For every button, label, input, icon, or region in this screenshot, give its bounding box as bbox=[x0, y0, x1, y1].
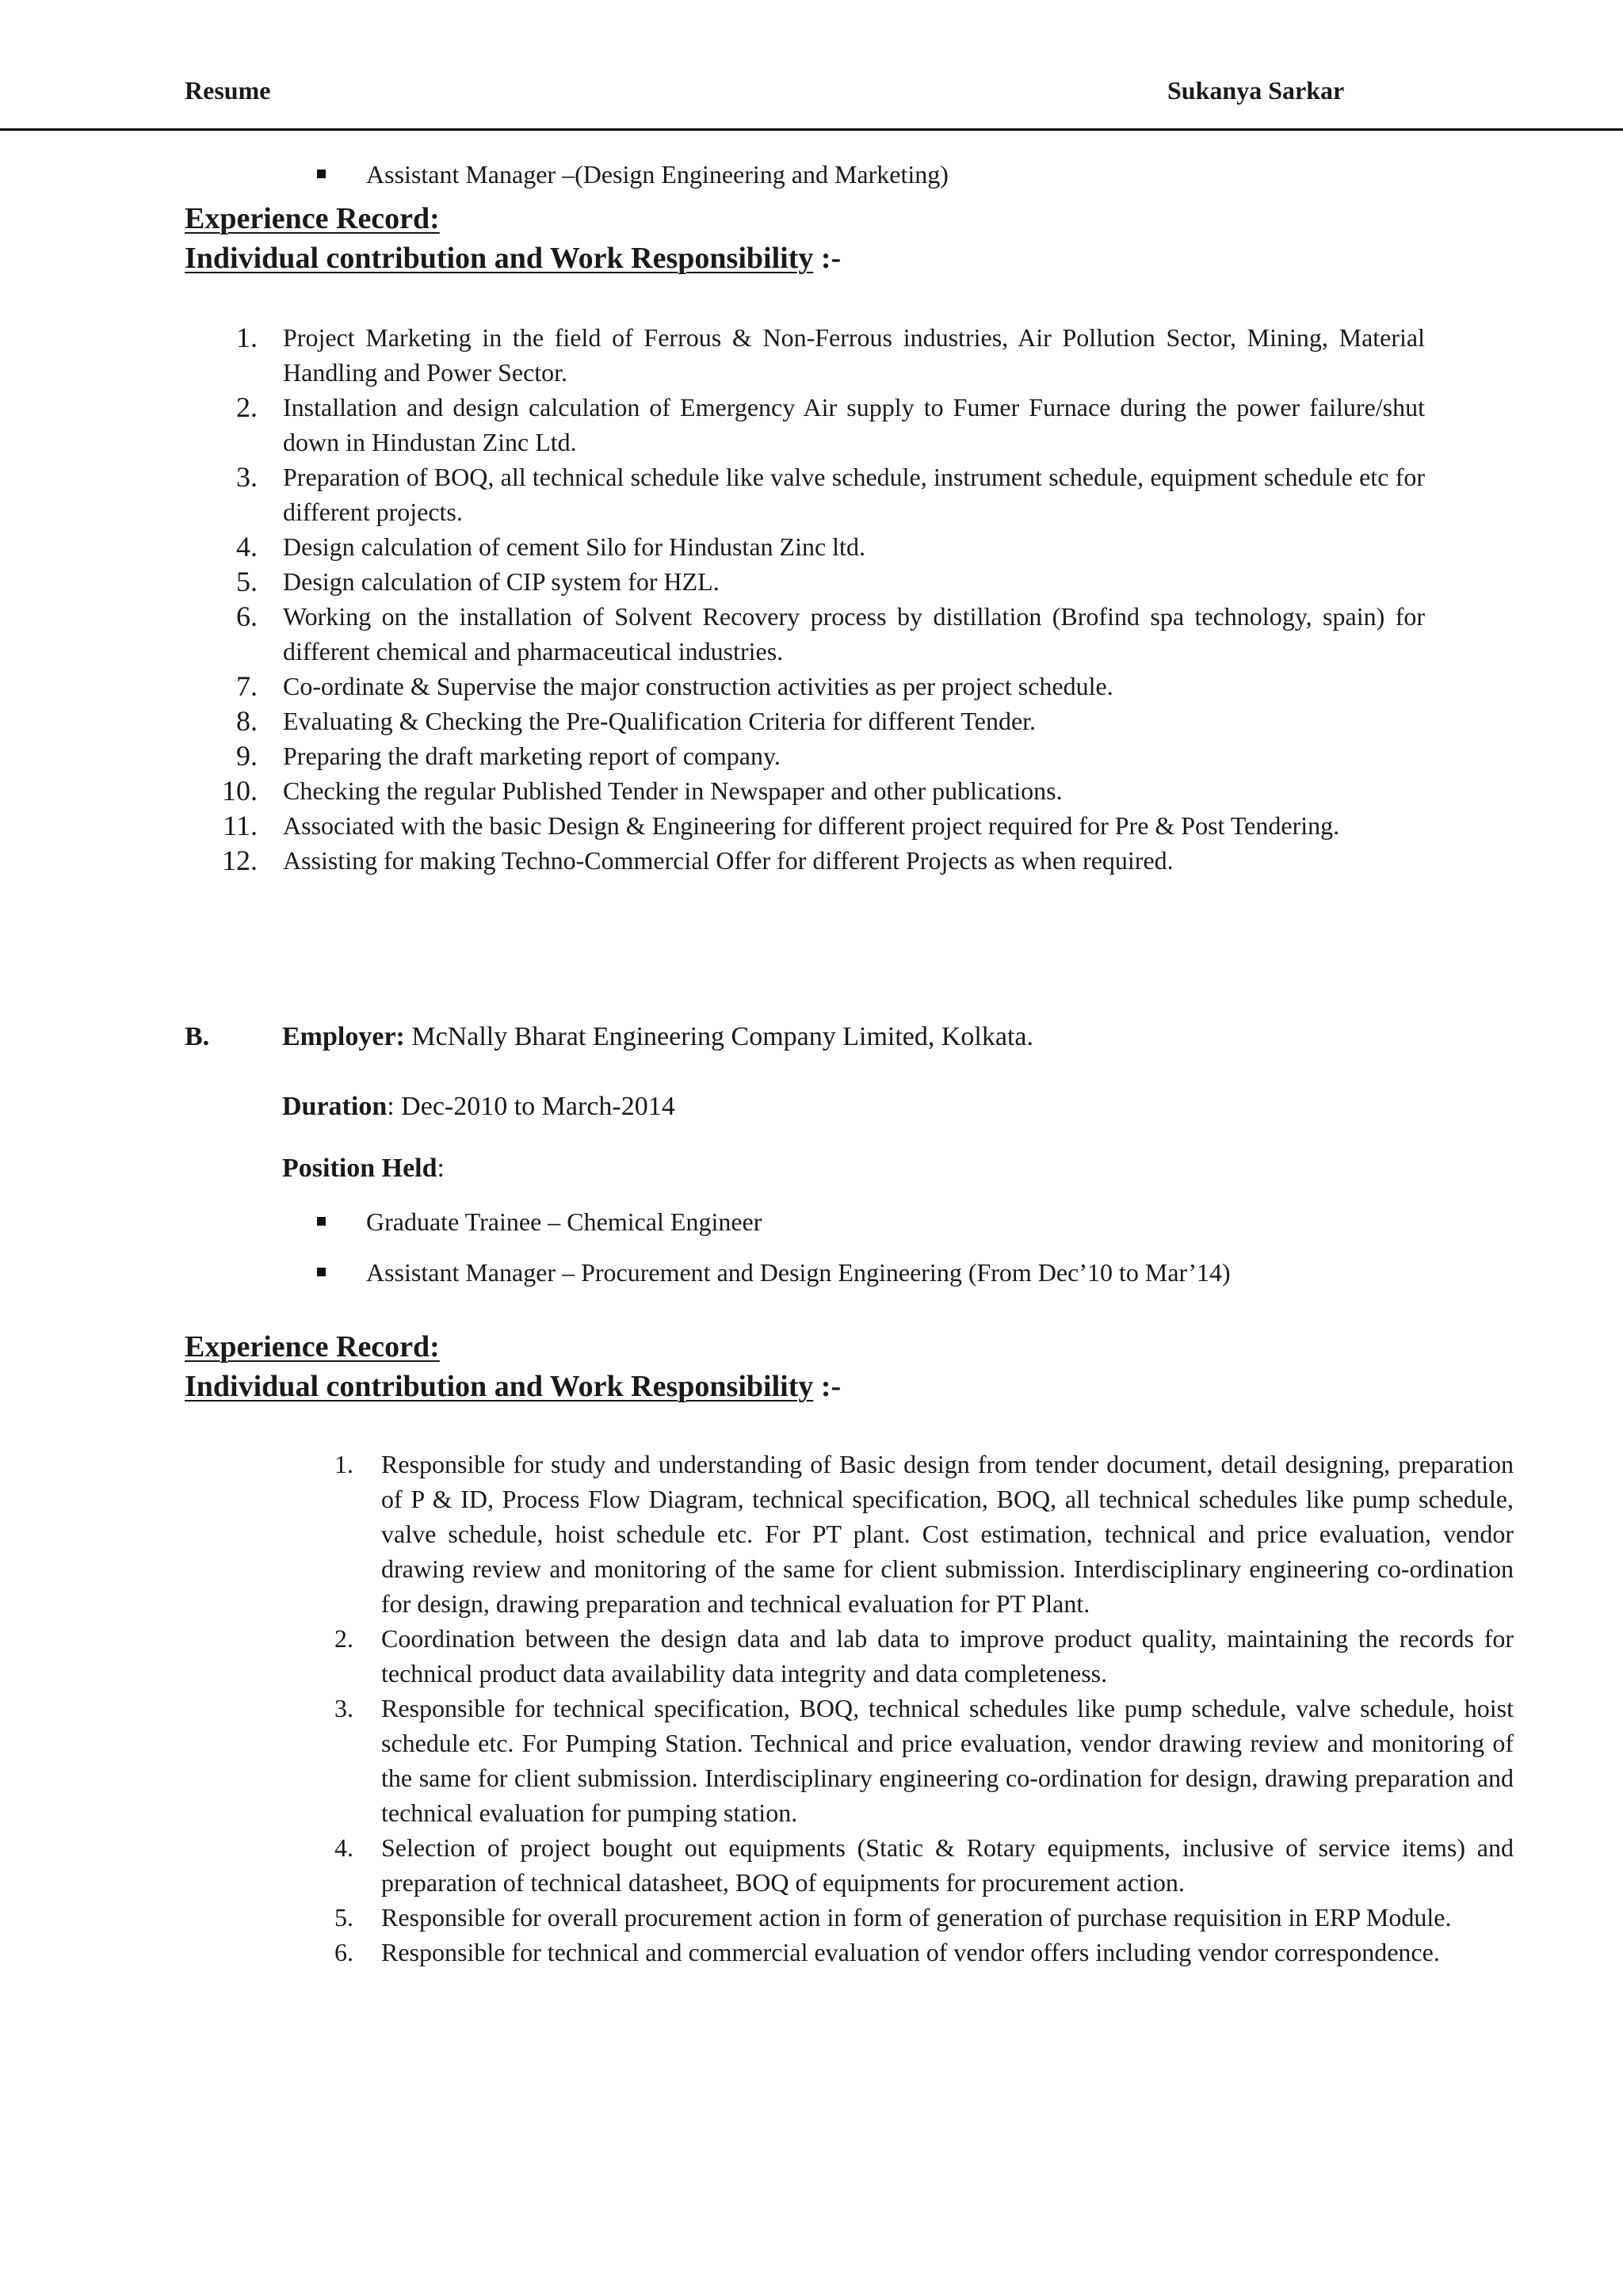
list-item-text: Responsible for overall procurement action in form of generation of purchase requisition in ERP Module. bbox=[381, 1903, 1452, 1932]
duration-label: Duration bbox=[282, 1092, 388, 1121]
employer-index: B. bbox=[185, 1022, 210, 1051]
list-item-number: 2. bbox=[236, 391, 258, 423]
list-item-number: 8. bbox=[236, 705, 258, 737]
list-item bbox=[317, 1447, 1514, 1621]
list-item bbox=[185, 843, 1425, 878]
list-item-number: 7. bbox=[236, 670, 258, 702]
square-bullet-icon bbox=[317, 1217, 326, 1226]
list-item-number: 5. bbox=[334, 1903, 353, 1932]
list-item bbox=[185, 808, 1425, 843]
position-text: Graduate Trainee – Chemical Engineer bbox=[366, 1207, 762, 1236]
list-item-number: 3. bbox=[236, 461, 258, 493]
list-item bbox=[185, 320, 1425, 390]
list-item-text: Selection of project bought out equipments (Static & Rotary equipments, inclusive of service items) and preparation of technical datasheet, BOQ of equipments for procurement action. bbox=[381, 1833, 1514, 1897]
list-item bbox=[185, 669, 1425, 704]
list-item-text: Preparing the draft marketing report of company. bbox=[283, 742, 781, 770]
list-item-number: 9. bbox=[236, 740, 258, 772]
list-item bbox=[185, 599, 1425, 669]
list-item-text: Coordination between the design data and lab data to improve product quality, maintaining the records for technical product data availability data integrity and data completeness. bbox=[381, 1624, 1514, 1688]
list-item bbox=[185, 529, 1425, 564]
position-text: Assistant Manager – Procurement and Design Engineering (From Dec’10 to Mar’14) bbox=[366, 1258, 1231, 1287]
list-item-number: 1. bbox=[236, 322, 258, 353]
responsibility-list-1 bbox=[185, 320, 1425, 878]
list-item-text: Installation and design calculation of Emergency Air supply to Fumer Furnace during the power failure/shut down in Hindustan Zinc Ltd. bbox=[283, 393, 1425, 456]
list-item-number: 10. bbox=[222, 775, 258, 807]
work-responsibility-heading: Individual contribution and Work Responsibility :- bbox=[185, 1370, 842, 1403]
position-bullet bbox=[366, 160, 949, 189]
list-item bbox=[317, 1935, 1514, 1970]
list-item-text: Design calculation of cement Silo for Hindustan Zinc ltd. bbox=[283, 532, 865, 561]
position-held-label: Position Held bbox=[282, 1154, 437, 1183]
list-item bbox=[185, 564, 1425, 599]
list-item-text: Assisting for making Techno-Commercial Offer for different Projects as when required. bbox=[283, 846, 1174, 875]
list-item-number: 6. bbox=[334, 1938, 353, 1966]
list-item-text: Working on the installation of Solvent Recovery process by distillation (Brofind spa technology, spain) for different chemical and pharmaceutical industries. bbox=[283, 602, 1425, 666]
experience-record-heading: Experience Record: bbox=[185, 202, 440, 235]
list-item bbox=[317, 1830, 1514, 1900]
duration-line bbox=[282, 1092, 675, 1122]
duration-value: : Dec-2010 to March-2014 bbox=[387, 1092, 675, 1121]
list-item-text: Responsible for technical specification, BOQ, technical schedules like pump schedule, valve schedule, hoist schedule etc. For Pumping Station. Technical and price evaluation, vendor drawing review and monitoring of the same for client submission. Interdisciplinary engineering co-ordination for design, drawing preparation and technical evaluation for pumping station. bbox=[381, 1694, 1514, 1827]
list-item-number: 5. bbox=[236, 566, 258, 597]
responsibility-list-2 bbox=[317, 1447, 1514, 1970]
list-item bbox=[185, 738, 1425, 773]
list-item-text: Co-ordinate & Supervise the major construction activities as per project schedule. bbox=[283, 672, 1113, 700]
square-bullet-icon bbox=[317, 1268, 326, 1276]
list-item-text: Responsible for technical and commercial evaluation of vendor offers including vendor correspondence. bbox=[381, 1938, 1440, 1966]
list-item-text: Checking the regular Published Tender in Newspaper and other publications. bbox=[283, 776, 1063, 805]
header-divider bbox=[0, 128, 1623, 131]
experience-record-heading: Experience Record: bbox=[185, 1330, 440, 1363]
list-item-text: Preparation of BOQ, all technical schedule like valve schedule, instrument schedule, equipment schedule etc for different projects. bbox=[283, 463, 1425, 526]
list-item-number: 4. bbox=[236, 531, 258, 563]
list-item bbox=[185, 390, 1425, 460]
header-resume-label: Resume bbox=[185, 76, 271, 105]
header-candidate-name: Sukanya Sarkar bbox=[1167, 76, 1345, 105]
list-item-text: Evaluating & Checking the Pre-Qualification Criteria for different Tender. bbox=[283, 707, 1037, 735]
list-item bbox=[317, 1691, 1514, 1830]
position-text: Assistant Manager –(Design Engineering and Marketing) bbox=[366, 160, 949, 189]
list-item-number: 2. bbox=[334, 1624, 353, 1653]
list-item-number: 1. bbox=[334, 1450, 353, 1478]
position-bullet bbox=[366, 1207, 762, 1237]
employer-line bbox=[282, 1022, 1033, 1052]
position-bullet bbox=[366, 1258, 1231, 1287]
list-item-number: 3. bbox=[334, 1694, 353, 1722]
work-responsibility-heading: Individual contribution and Work Responsibility :- bbox=[185, 242, 842, 275]
list-item-number: 4. bbox=[334, 1833, 353, 1862]
list-item bbox=[185, 704, 1425, 738]
list-item-number: 11. bbox=[223, 810, 258, 841]
list-item-number: 6. bbox=[236, 601, 258, 632]
list-item-text: Design calculation of CIP system for HZL. bbox=[283, 567, 720, 596]
square-bullet-icon bbox=[317, 170, 326, 178]
list-item-number: 12. bbox=[222, 845, 258, 876]
list-item bbox=[185, 773, 1425, 808]
position-held-line: Position Held: bbox=[282, 1154, 445, 1183]
list-item-text: Responsible for study and understanding of Basic design from tender document, detail designing, preparation of P & ID, Process Flow Diagram, technical specification, BOQ, all technical schedules like pump schedule, valve schedule, hoist schedule etc. For PT plant. Cost estimation, technical and price evaluation, vendor drawing review and monitoring of the same for client submission. Interdisciplinary engineering co-ordination for design, drawing preparation and technical evaluation for PT Plant. bbox=[381, 1450, 1514, 1618]
list-item bbox=[317, 1900, 1514, 1935]
list-item-text: Associated with the basic Design & Engineering for different project required for Pre & Post Tendering. bbox=[283, 811, 1340, 840]
list-item bbox=[185, 460, 1425, 529]
list-item bbox=[317, 1621, 1514, 1691]
employer-label: Employer: bbox=[282, 1022, 405, 1051]
list-item-text: Project Marketing in the field of Ferrous & Non-Ferrous industries, Air Pollution Sector, Mining, Material Handling and Power Sector. bbox=[283, 323, 1425, 387]
employer-value: McNally Bharat Engineering Company Limited, Kolkata. bbox=[404, 1022, 1033, 1051]
